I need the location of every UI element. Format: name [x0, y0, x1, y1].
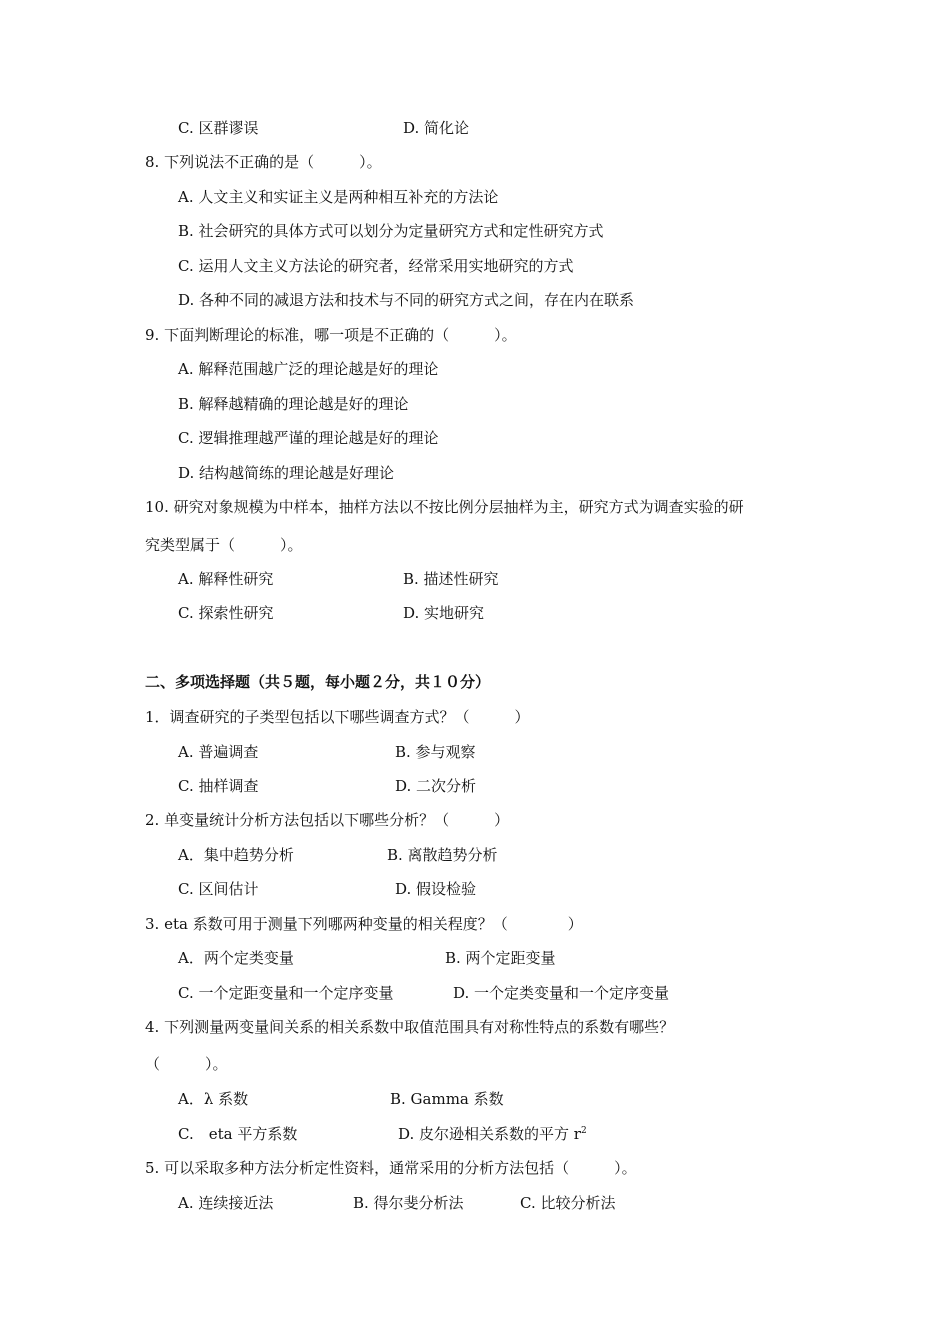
m3-option-d: D. 一个定类变量和一个定序变量: [453, 984, 670, 1002]
m3-option-c: C. 一个定距变量和一个定序变量: [178, 984, 394, 1002]
m5-option-c: C. 比较分析法: [520, 1194, 616, 1212]
m5-option-b: B. 得尔斐分析法: [353, 1194, 464, 1212]
q10-stem-line2: 究类型属于（ ）。: [145, 536, 303, 554]
q8-option-a: A. 人文主义和实证主义是两种相互补充的方法论: [178, 188, 499, 206]
m3-stem: 3. eta 系数可用于测量下列哪两种变量的相关程度？（ ）: [145, 915, 583, 933]
q9-option-c: C. 逻辑推理越严谨的理论越是好的理论: [178, 429, 439, 447]
m1-option-b: B. 参与观察: [395, 743, 476, 761]
q10-option-c: C. 探索性研究: [178, 604, 274, 622]
q8-stem: 8. 下列说法不正确的是（ ）。: [145, 153, 382, 171]
q8-option-d: D. 各种不同的减退方法和技术与不同的研究方式之间，存在内在联系: [178, 291, 635, 309]
m4-option-c: C. eta 平方系数: [178, 1125, 298, 1143]
m2-option-c: C. 区间估计: [178, 880, 259, 898]
m4-option-b: B. Gamma 系数: [390, 1090, 504, 1108]
q9-option-b: B. 解释越精确的理论越是好的理论: [178, 395, 409, 413]
m1-stem: 1．调查研究的子类型包括以下哪些调查方式？（ ）: [145, 708, 530, 726]
q9-option-a: A. 解释范围越广泛的理论越是好的理论: [178, 360, 439, 378]
m4-option-d-text: D. 皮尔逊相关系数的平方 r: [398, 1125, 581, 1143]
m4-stem-line2: （ ）。: [145, 1055, 228, 1073]
m1-option-a: A. 普遍调查: [178, 743, 259, 761]
m4-stem-line1: 4. 下列测量两变量间关系的相关系数中取值范围具有对称性特点的系数有哪些？: [145, 1018, 675, 1036]
top-option-c: C. 区群谬误: [178, 119, 259, 137]
m1-option-c: C. 抽样调查: [178, 777, 259, 795]
m4-option-d-superscript: 2: [580, 1126, 587, 1136]
m5-stem: 5. 可以采取多种方法分析定性资料，通常采用的分析方法包括（ ）。: [145, 1159, 637, 1177]
m2-option-d: D. 假设检验: [395, 880, 477, 898]
q9-stem: 9. 下面判断理论的标准，哪一项是不正确的（ ）。: [145, 326, 517, 344]
m4-option-d: [398, 1124, 587, 1144]
q10-option-b: B. 描述性研究: [403, 570, 499, 588]
section-2-title: 二、多项选择题（共５题，每小题２分，共１０分）: [145, 673, 491, 691]
m5-option-a: A. 连续接近法: [178, 1194, 274, 1212]
q8-option-c: C. 运用人文主义方法论的研究者，经常采用实地研究的方式: [178, 257, 574, 275]
m2-option-b: B. 离散趋势分析: [387, 846, 498, 864]
q10-option-a: A. 解释性研究: [178, 570, 274, 588]
q9-option-d: D. 结构越简练的理论越是好理论: [178, 464, 395, 482]
q10-option-d: D. 实地研究: [403, 604, 485, 622]
m4-option-a: A．λ 系数: [178, 1090, 249, 1108]
top-option-d: D. 简化论: [403, 119, 470, 137]
q10-stem-line1: 10. 研究对象规模为中样本，抽样方法以不按比例分层抽样为主，研究方式为调查实验的研: [145, 498, 744, 516]
q8-option-b: B. 社会研究的具体方式可以划分为定量研究方式和定性研究方式: [178, 222, 604, 240]
m1-option-d: D. 二次分析: [395, 777, 477, 795]
m3-option-a: A．两个定类变量: [178, 949, 294, 967]
m2-stem: 2. 单变量统计分析方法包括以下哪些分析？（ ）: [145, 811, 510, 829]
m3-option-b: B. 两个定距变量: [445, 949, 556, 967]
m2-option-a: A．集中趋势分析: [178, 846, 294, 864]
